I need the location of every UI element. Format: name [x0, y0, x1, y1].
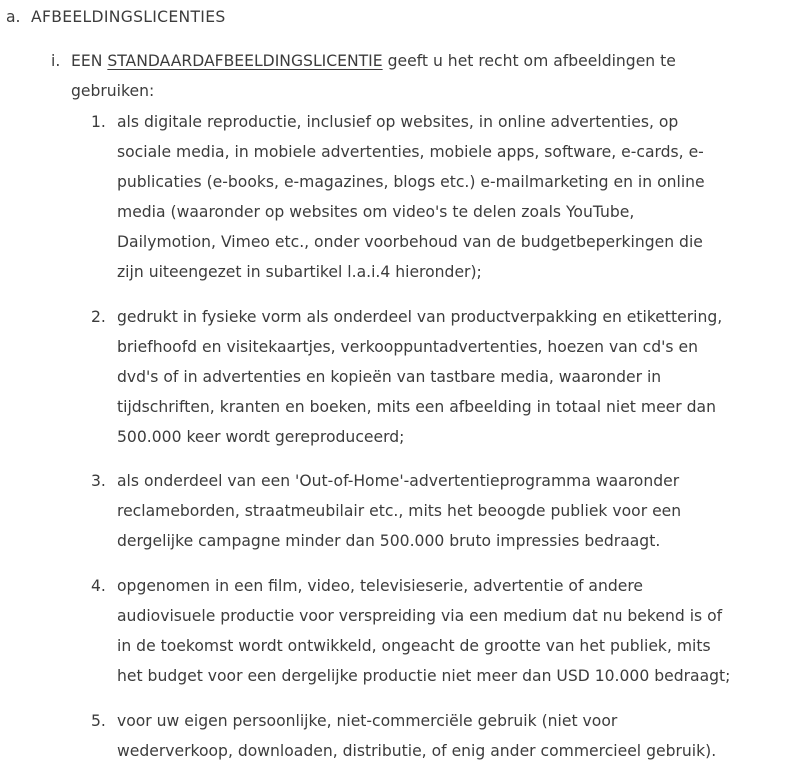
standard-license-link[interactable]: STANDAARDAFBEELDINGSLICENTIE [107, 52, 383, 70]
list-item-line: publicaties (e-books, e-magazines, blogs etc.) e-mailmarketing en in online [117, 173, 705, 191]
subsection-intro-line2: gebruiken: [71, 82, 155, 100]
list-item-line: briefhoofd en visitekaartjes, verkooppuntadvertenties, hoezen van cd's en [117, 338, 698, 356]
subsection-marker: i. [51, 52, 61, 70]
intro-prefix: EEN [71, 52, 103, 70]
list-item-line: sociale media, in mobiele advertenties, mobiele apps, software, e-cards, e- [117, 143, 704, 161]
section-title: AFBEELDINGSLICENTIES [31, 8, 226, 26]
list-item-line: audiovisuele productie voor verspreiding via een medium dat nu bekend is of [117, 607, 723, 625]
subsection-intro [71, 46, 676, 76]
list-item-marker: 2. [91, 308, 106, 326]
list-item-line: als onderdeel van een 'Out-of-Home'-advertentieprogramma waaronder [117, 472, 680, 490]
list-item-marker: 1. [91, 113, 106, 131]
list-item-line: dvd's of in advertenties en kopieën van tastbare media, waaronder in [117, 368, 662, 386]
list-item-line: media (waaronder op websites om video's te delen zoals YouTube, [117, 203, 635, 221]
list-item-line: gedrukt in fysieke vorm als onderdeel van productverpakking en etikettering, [117, 308, 723, 326]
intro-suffix: geeft u het recht om afbeeldingen te [387, 52, 676, 70]
list-item-line: 500.000 keer wordt gereproduceerd; [117, 428, 405, 446]
list-item-marker: 4. [91, 577, 106, 595]
list-item-marker: 5. [91, 712, 106, 730]
list-item-line: opgenomen in een film, video, televisieserie, advertentie of andere [117, 577, 644, 595]
list-item-line: reclameborden, straatmeubilair etc., mits het beoogde publiek voor een [117, 502, 682, 520]
list-item-line: zijn uiteengezet in subartikel l.a.i.4 hieronder); [117, 263, 482, 281]
section-marker: a. [6, 8, 21, 26]
list-item-line: tijdschriften, kranten en boeken, mits een afbeelding in totaal niet meer dan [117, 398, 716, 416]
list-item-line: voor uw eigen persoonlijke, niet-commerciële gebruik (niet voor [117, 712, 618, 730]
list-item-line: wederverkoop, downloaden, distributie, of enig ander commercieel gebruik). [117, 742, 717, 760]
list-item-line: dergelijke campagne minder dan 500.000 bruto impressies bedraagt. [117, 532, 661, 550]
list-item-line: in de toekomst wordt ontwikkeld, ongeacht de grootte van het publiek, mits [117, 637, 711, 655]
list-item-line: Dailymotion, Vimeo etc., onder voorbehoud van de budgetbeperkingen die [117, 233, 703, 251]
list-item-line: het budget voor een dergelijke productie niet meer dan USD 10.000 bedraagt; [117, 667, 731, 685]
list-item-marker: 3. [91, 472, 106, 490]
list-item-line: als digitale reproductie, inclusief op websites, in online advertenties, op [117, 113, 679, 131]
